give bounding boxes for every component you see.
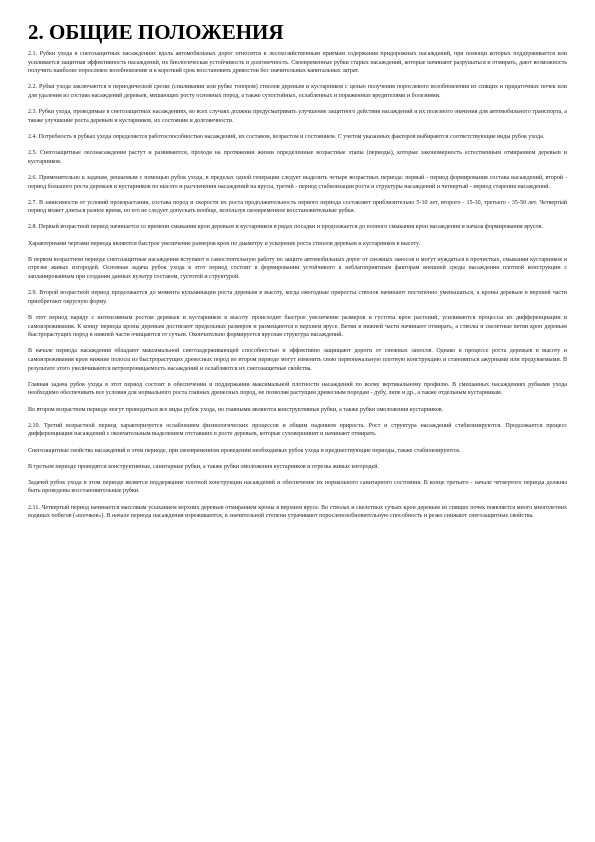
paragraph-first-period-features: Характерными чертами периода являются быстрое увеличение размеров крон по диаметру и ускорение роста стволов деревьев и кустарников в высоту. <box>28 240 420 247</box>
paragraph-third-period-properties: Снегозащитные свойства насаждений в этом периоде, при своевременном проведении необходимых рубок ухода в предшествующие периоды, также стабилизируются. <box>28 447 461 454</box>
paragraph-2-11: 2.11. Четвертый период начинается массовым усыханием верхних деревьев отмиранием кроны в верхнем ярусе. Во стволах и скелетных сучьях крон деревьев из спящих почек появляется много многолетних водяных побегов («волчков»). В начале периода насаждения изреживаются, в значительной степени утрачивают порослевозобновительную способность и резко снижают снегозащитные свойства. <box>28 504 567 520</box>
paragraph-2-8: 2.8. Первый возрастной период начинается со времени смыкания крон деревьев и кустарников в рядах посадки и продолжается до полного смыкания крон насаждения и начала формирования ярусов. <box>28 224 543 231</box>
paragraph-2-4: 2.4. Потребность в рубках ухода определяется работоспособностью насаждений, их составом, возрастом и состоянием. С учетом указанных факторов выбираются соответствующие виды рубок ухода. <box>28 133 545 140</box>
paragraph-2-5: 2.5. Снегозащитные лесонасаждения растут и развиваются, проходя на протяжении жизни определенные возрастные этапы (периоды), которые закономерность естественным отмиранием деревьев и кустарников. <box>28 150 567 165</box>
paragraph-third-period-task: Задачей рубок ухода в этом периоде является поддержание плотной конструкции насаждений и обеспечение их нормального санитарного состояния. В конце третьего - начале четвертого периода должны быть проведены восстановительные рубки. <box>28 479 567 495</box>
paragraph-2-2: 2.2. Рубки ухода заключаются в периодической срезке (спиливании или рубке топором) стволов деревьев и кустарников с целью получения порослевого возобновления из спящих и придаточных почек или для удаления из состава насаждений деревьев, мешающих росту основных пород, а также сухостойных, ослабленных и пораженных вредителями и болезнями. <box>28 84 567 99</box>
paragraph-2-6: 2.6. Применительно к задачам, решаемым с помощью рубок ухода, в пределах одной генерации следует выделить четыре возрастных периода: первый - период формирования состава насаждений, второй - период большого роста деревьев и кустарников по высоте и расчленения насаждений на ярусы, третий - период стабилизации роста и структуры насаждений и четвертый - период старения насаждений. <box>28 174 567 190</box>
paragraph-2-10: 2.10. Третий возрастной период характеризуется ослаблением физиологических процессов и общим падением прироста. Рост и структура насаждений стабилизируются. Продолжается процесс дифференциации насаждений с окончательным выделением отставших в росте деревьев, которые суховершинят и начинают отмирать. <box>28 422 567 438</box>
paragraph-2-1: 2.1. Рубки ухода в снегозащитных насаждениях вдоль автомобильных дорог относятся к лесохозяйственным приемам содержания придорожных насаждений, при помощи которых поддерживается или усиливается защитная эффективность насаждений, их биологическая устойчивость и долговечность. Своевременные рубки старых насаждений, которые начинают разрушаться и отмирать, дают возможность получить наиболее порослевое возобновление и в короткий срок восстановить древостои без значительных капитальных затрат. <box>28 51 567 75</box>
paragraph-2-7: 2.7. В зависимости от условий произрастания, состава пород и скорости их роста продолжительность первого периода составляет приблизительно 5-10 лет, второго - 15-30, третьего - 35-50 лет. Четвертый период может длиться разное время, но его не следует допускать вообще, используя своевременное восстановительные рубки. <box>28 199 567 215</box>
page-title: 2. ОБЩИЕ ПОЛОЖЕНИЯ <box>28 20 284 44</box>
paragraph-second-period-protection: В начале периода насаждения обладают максимальной снегозадерживающей способностью и эффективно защищают дороги от снежных заносов. Однако в процессе роста деревьев в высоту и самоизреживания крон нижние полосы из быстрорастущих древесных пород во втором периоде могут изменить свою первоначальную плотную конструкцию и становиться ажурными или продуваемыми. В результате этого увеличиваются ветропроницаемость насаждений и ослабляются их снегозащитные свойства. <box>28 348 567 372</box>
paragraph-2-3: 2.3. Рубки ухода, проводимые в снегозащитных насаждениях, во всех случаях должны предусматривать улучшение защитного действия насаждений и их полезного значения для автомобильного транспорта, а также улучшение роста деревьев и кустарников, их состояния и долговечности. <box>28 109 567 124</box>
paragraph-second-period-main-task: Главная задача рубок ухода в этот период состоит в обеспечении и поддержании максимальной плотности насаждений по всему вертикальному профилю. В смешанных насаждениях рубками ухода необходимо обеспечивать все условия для нормального роста главных древесных пород, не позволяя растущим древесным породам - дубу, липе и др., а также отдельным кустарникам. <box>28 381 567 397</box>
document-body <box>28 50 567 521</box>
paragraph-first-period-tasks: В первом возрастном периоде снегозащитные насаждения вступают в самостоятельную работу по защите автомобильных дорог от снежных заносов и могут нуждаться в прочистках, смыкании кустарников и отрезке живых изгородей. Основная задача рубок ухода в этот период состоит в формировании устойчивого к неблагоприятным факторам внешней среды насаждения плотной конструкции с запланированным при создании данных культур составом, густотой и структурой. <box>28 256 567 281</box>
paragraph-third-period-cuttings: В третьем периоде проводятся конструктивные, санитарные рубки, а также рубки омоложения кустарников и отрезка живых изгородей. <box>28 463 379 470</box>
paragraph-second-period-growth: В этот период наряду с интенсивным ростом деревьев и кустарников в высоту происходит быстрое увеличение размеров и густоты крон растений, усиливаются процессы их дифференциации и самоизреживания. К концу периода кроны деревьев достигают предельных размеров и размещаются в верхнем ярусе. Ветви в нижней части начинают отмирать, а стволы и скелетные ветви крон деревьев быстрорастущих пород в нижней части очищаются от сучьев. Окончательно формируется ярусная структура насаждений. <box>28 315 567 339</box>
paragraph-2-9: 2.9. Второй возрастной период продолжается до момента кульминации роста деревьев в высоту, когда ежегодные приросты стволов начинают постепенно уменьшаться, а кроны деревьев в верхней части приобретают округлую форму. <box>28 290 567 305</box>
paragraph-second-period-cuttings: Во втором возрастном периоде могут проводиться все виды рубок ухода, но главными являются конструктивные рубки, а также рубки омоложения кустарников. <box>28 406 444 413</box>
